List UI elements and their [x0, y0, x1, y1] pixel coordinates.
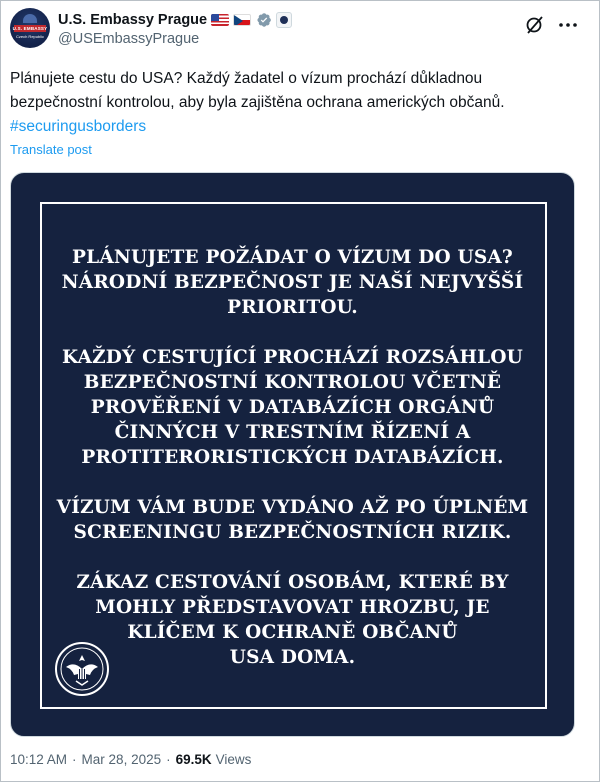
image-text-line: KAŽDÝ CESTUJÍCÍ PROCHÁZÍ ROZSÁHLOU	[62, 347, 523, 368]
image-text-line: VÍZUM VÁM BUDE VYDÁNO AŽ PO ÚPLNÉM	[56, 497, 529, 518]
image-text-line: SCREENINGU BEZPEČNOSTNÍCH RIZIK.	[73, 522, 512, 543]
image-paragraph	[51, 495, 534, 545]
post-meta	[10, 752, 251, 767]
image-paragraph	[51, 345, 534, 470]
verified-badge-icon[interactable]	[256, 12, 272, 28]
image-text-line: ČINNÝCH V TRESTNÍM ŘÍZENÍ A	[114, 422, 471, 443]
image-text-line: ZÁKAZ CESTOVÁNÍ OSOBÁM, KTERÉ BY	[76, 572, 509, 593]
state-department-seal-icon	[54, 641, 110, 697]
views-count: 69.5K	[175, 752, 212, 767]
avatar-subtext: Czech Republic	[15, 34, 44, 39]
post-text-line: Plánujete cestu do USA? Každý žadatel o vízum prochází důkladnou	[10, 70, 483, 87]
image-paragraph	[51, 245, 534, 320]
image-text-line: NÁRODNÍ BEZPEČNOST JE NAŠÍ NEJVYŠŠÍ	[61, 272, 524, 293]
post-header	[0, 0, 600, 62]
post-text-line: bezpečnostní kontrolou, aby byla zajištěna ochrana amerických občanů.	[10, 94, 505, 111]
image-text-line: PRIORITOU.	[227, 297, 358, 318]
image-text-line: PLÁNUJETE POŽÁDAT O VÍZUM DO USA?	[72, 247, 513, 268]
flag-us-icon	[211, 14, 229, 26]
image-text-line: KLÍČEM K OCHRANĚ OBČANŮ	[127, 622, 458, 643]
image-text-line: USA DOMA.	[229, 647, 356, 668]
avatar-dome-shape	[23, 14, 37, 23]
more-icon[interactable]	[556, 13, 580, 37]
image-text-line: PROVĚŘENÍ V DATABÁZÍCH ORGÁNŮ	[90, 397, 495, 418]
image-text-line: MOHLY PŘEDSTAVOVAT HROZBU, JE	[95, 597, 490, 618]
post-time[interactable]: 10:12 AM	[10, 752, 68, 767]
flag-cz-icon	[233, 14, 251, 26]
name-row	[58, 11, 292, 29]
separator-dot: ·	[166, 752, 171, 767]
avatar-text: U.S. EMBASSY	[12, 26, 48, 31]
handle[interactable]: @USEmbassyPrague	[58, 31, 200, 47]
image-paragraph	[51, 570, 534, 670]
government-badge-icon[interactable]	[276, 12, 292, 28]
separator-dot: ·	[72, 752, 77, 767]
grok-icon[interactable]	[523, 13, 547, 37]
image-text	[51, 245, 534, 695]
post-date[interactable]: Mar 28, 2025	[81, 752, 162, 767]
display-name[interactable]: U.S. Embassy Prague	[58, 12, 208, 28]
image-text-line: PROTITERORISTICKÝCH DATABÁZÍCH.	[81, 447, 504, 468]
avatar[interactable]	[10, 8, 50, 48]
translate-post-link[interactable]: Translate post	[10, 142, 92, 157]
hashtag-link[interactable]: #securingusborders	[10, 118, 147, 135]
views-label: Views	[215, 752, 252, 767]
post-image[interactable]	[10, 172, 575, 737]
post-text	[10, 67, 590, 139]
image-text-line: BEZPEČNOSTNÍ KONTROLOU VČETNĚ	[83, 372, 502, 393]
